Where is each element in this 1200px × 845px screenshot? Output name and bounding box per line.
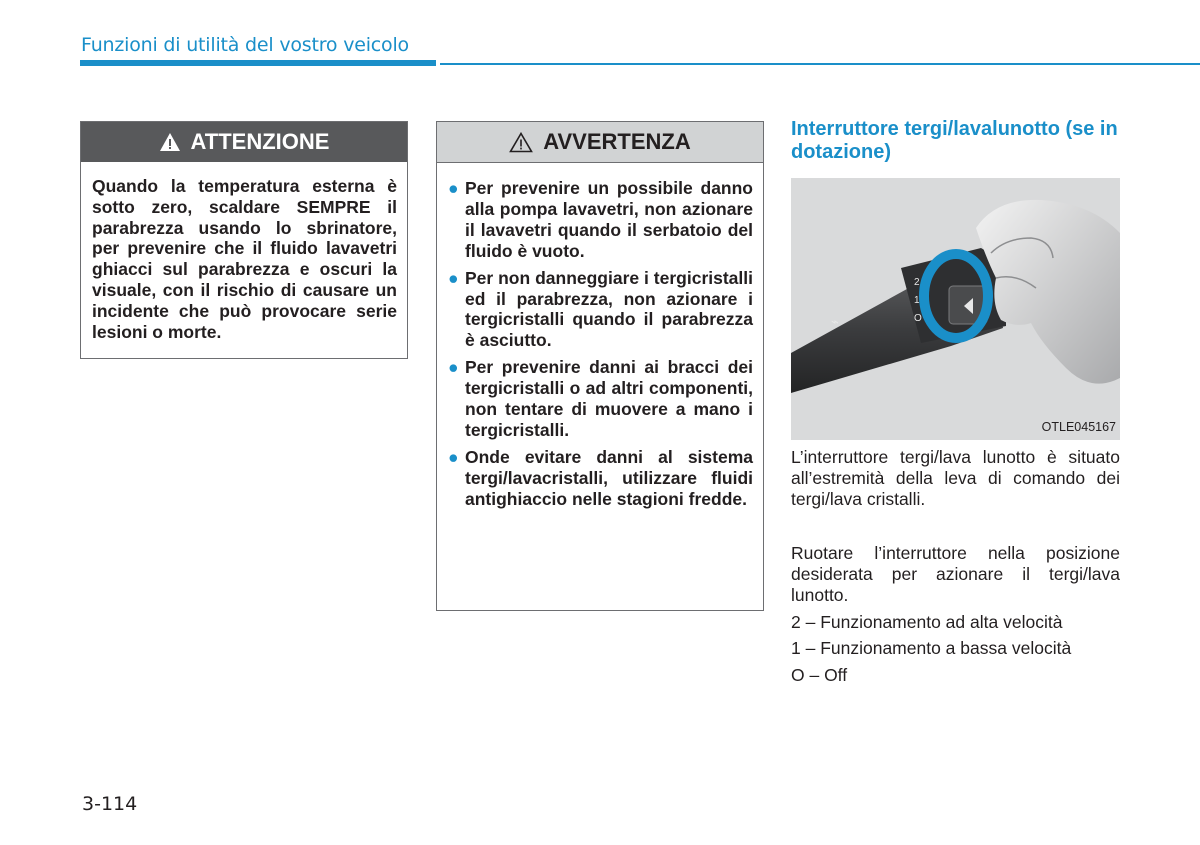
- svg-text:⌁: ⌁: [831, 315, 839, 330]
- caution-text: Quando la temperatura esterna è sotto zero, scaldare SEMPRE il parabrezza usando lo sbrinatore, per prevenire che il fluido lavavetri ghiacci sul parabrezza e oscuri la visuale, con il rischio di causare un incidente che può provocare serie lesioni o morte.: [92, 176, 397, 342]
- caution-header: [81, 122, 407, 162]
- list-item: ● Onde evitare danni al sistema tergi/lavacristalli, utilizzare fluidi antighiaccio nelle stagioni fredde.: [448, 446, 753, 509]
- warning-triangle-icon: [509, 132, 533, 153]
- page-number: 3-114: [82, 793, 138, 815]
- bullet-dot: ●: [448, 178, 459, 198]
- list-item: ● Per prevenire danni ai bracci dei tergicristalli o ad altri componenti, non tentare di muovere a mano i tergicristalli.: [448, 357, 753, 440]
- mode-low-speed: 1 – Funzionamento a bassa velocità: [791, 638, 1072, 658]
- list-item: ● Per prevenire un possibile danno alla pompa lavavetri, non azionare il lavavetri quando il serbatoio del fluido è vuoto.: [448, 178, 753, 261]
- warning-triangle-icon: [159, 132, 181, 152]
- figure-code: OTLE045167: [1041, 420, 1116, 434]
- header-rule-thick: [80, 60, 436, 66]
- warning-box: [436, 121, 764, 611]
- mode-off: O – Off: [791, 665, 848, 685]
- page-header-title: Funzioni di utilità del vostro veicolo: [81, 34, 409, 56]
- caution-title: ATTENZIONE: [190, 129, 330, 154]
- caution-box: [80, 121, 408, 359]
- warning-header: [437, 122, 763, 163]
- wiper-switch-figure: [791, 178, 1120, 440]
- header-rule-thin: [440, 63, 1200, 65]
- section-title: Interruttore tergi/lavalunotto (se in dotazione): [791, 118, 1118, 163]
- mode-label-off: O: [914, 313, 922, 324]
- paragraph-operation: Ruotare l’interruttore nella posizione desiderata per azionare il tergi/lava lunotto.: [791, 543, 1120, 605]
- list-item: ● Per non danneggiare i tergicristalli ed il parabrezza, non azionare i tergicristalli quando il parabrezza è asciutto.: [448, 267, 753, 351]
- paragraph-location: L’interruttore tergi/lava lunotto è situato all’estremità della leva di comando dei tergi/lava cristalli.: [791, 447, 1120, 509]
- warning-list: [437, 163, 763, 522]
- wiper-switch-illustration: [791, 178, 1120, 440]
- mode-high-speed: 2 – Funzionamento ad alta velocità: [791, 612, 1063, 632]
- warning-title: AVVERTENZA: [543, 129, 691, 154]
- mode-label-1: 1: [914, 295, 920, 306]
- bullet-dot: ●: [448, 446, 459, 467]
- mode-label-2: 2: [914, 277, 920, 288]
- bullet-dot: ●: [448, 267, 459, 288]
- bullet-dot: ●: [448, 357, 459, 378]
